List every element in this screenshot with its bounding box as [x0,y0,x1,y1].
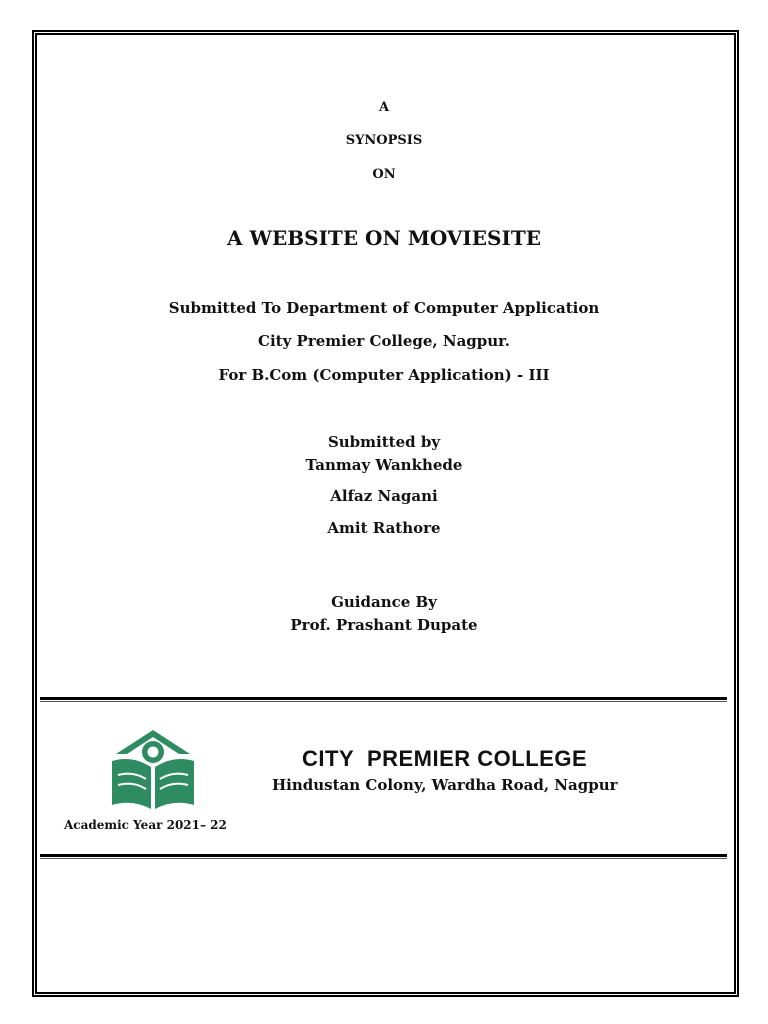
course-name: For B.Com (Computer Application) - III [218,366,550,384]
submitted-to: Submitted To Department of Computer Application [168,299,600,317]
student-name: Amit Rathore [327,519,441,537]
submitted-by-label: Submitted by [327,433,441,451]
academic-year: Academic Year 2021– 22 [64,818,227,832]
intro-on: ON [372,167,396,182]
footer-top-divider [40,697,727,702]
project-title: A WEBSITE ON MOVIESITE [227,226,541,250]
intro-synopsis: SYNOPSIS [345,133,423,148]
logo-shape [112,730,194,809]
footer-bottom-divider [40,854,727,859]
guide-name: Prof. Prashant Dupate [290,616,478,634]
college-address: Hindustan Colony, Wardha Road, Nagpur [272,776,618,794]
student-name: Alfaz Nagani [330,487,438,505]
college-name: CITY PREMIER COLLEGE [302,746,588,771]
college-city: City Premier College, Nagpur. [258,332,510,350]
college-logo-icon [108,727,198,811]
guidance-label: Guidance By [331,593,437,611]
intro-a: A [378,100,390,115]
student-name: Tanmay Wankhede [305,456,463,474]
